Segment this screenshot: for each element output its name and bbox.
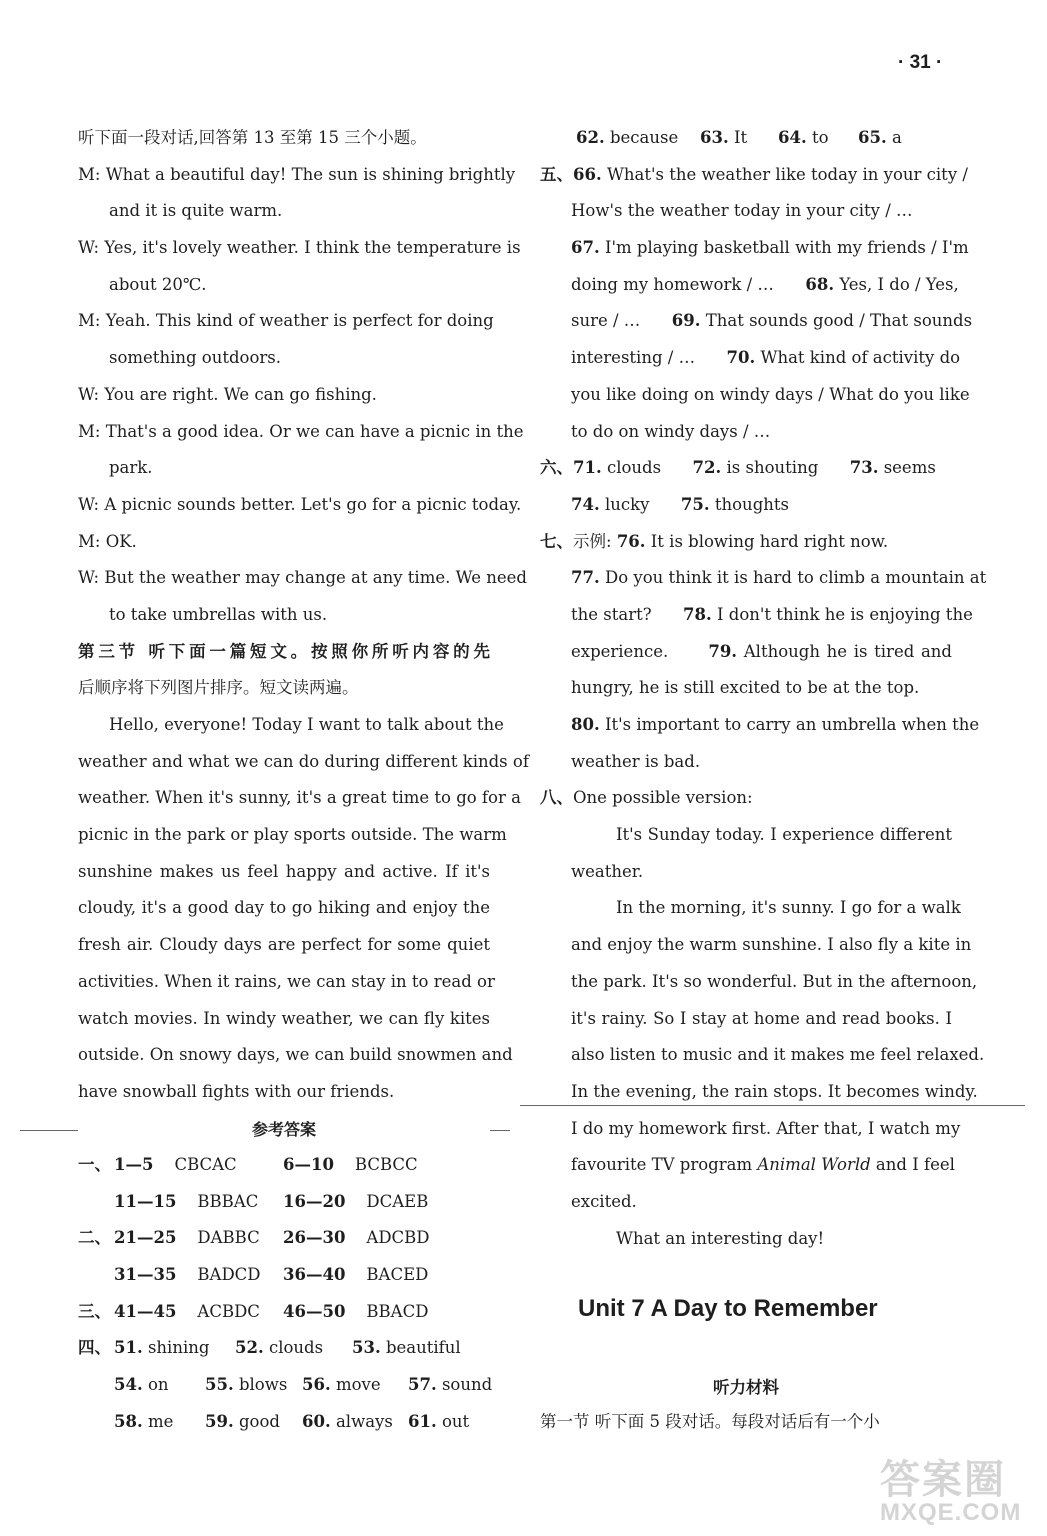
right-text-line: sure / … 69. That sounds good / That sounds — [571, 311, 973, 331]
left-text-line: W: A picnic sounds better. Let's go for a picnic today. — [78, 494, 522, 514]
answer-row-62 — [540, 120, 952, 157]
answer-number: 64. — [778, 128, 807, 147]
answer-value: always — [330, 1411, 393, 1431]
answer-value: BBACD — [345, 1301, 429, 1321]
answer-section-label: 三、 — [78, 1301, 111, 1321]
answer-item — [700, 120, 747, 157]
answer-row — [78, 1330, 490, 1367]
answer-number: 54. — [114, 1375, 143, 1395]
answer-number: 6—10 — [283, 1155, 334, 1174]
answer-item — [114, 1147, 237, 1184]
left-text-line: cloudy, it's a good day to go hiking and enjoy the — [78, 898, 490, 918]
answer-item — [235, 1330, 323, 1367]
answer-value: ADCBD — [345, 1228, 430, 1248]
answer-number: 46—50 — [283, 1301, 346, 1321]
answer-number: 62. — [576, 128, 605, 147]
answer-number: 59. — [205, 1411, 234, 1431]
answer-value: move — [330, 1375, 381, 1395]
answer-item — [576, 120, 678, 157]
left-text-line: picnic in the park or play sports outside. The warm — [78, 825, 507, 845]
left-text-line: W: But the weather may change at any time. We need — [78, 568, 527, 588]
answer-value: DABBC — [176, 1228, 260, 1248]
left-text-line: watch movies. In windy weather, we can fly kites — [78, 1008, 490, 1028]
answer-number: 51. — [114, 1338, 143, 1358]
answer-row — [78, 1220, 490, 1257]
right-text-line: 七、示例: 76. It is blowing hard right now. — [540, 531, 889, 551]
answer-item — [114, 1330, 209, 1367]
answer-value: beautiful — [380, 1338, 461, 1358]
answer-item — [205, 1404, 280, 1441]
right-column — [540, 120, 987, 1257]
answer-value: BADCD — [176, 1265, 261, 1285]
answer-number: 52. — [235, 1338, 264, 1358]
answer-item — [114, 1220, 260, 1257]
answer-value: blows — [233, 1375, 288, 1395]
answer-number: 11—15 — [114, 1191, 177, 1211]
answer-number: 65. — [858, 128, 887, 147]
answer-number: 53. — [352, 1338, 381, 1358]
left-text-line: M: OK. — [78, 531, 137, 551]
right-text-line: you like doing on windy days / What do you like — [571, 384, 970, 404]
right-text-line: weather is bad. — [571, 751, 701, 771]
right-text-line: 67. I'm playing basketball with my friends / I'm — [571, 238, 969, 258]
answer-number: 57. — [408, 1375, 437, 1395]
left-text-line: M: Yeah. This kind of weather is perfect for doing — [78, 311, 494, 331]
answer-item — [302, 1404, 393, 1441]
left-text-line: outside. On snowy days, we can build snowmen and — [78, 1045, 513, 1065]
unit-title: Unit 7 A Day to Remember — [578, 1295, 878, 1322]
answer-number: 63. — [700, 128, 729, 147]
answer-value: out — [436, 1411, 470, 1431]
answer-number: 55. — [205, 1375, 234, 1395]
answer-value: DCAEB — [345, 1191, 429, 1211]
left-column — [78, 120, 529, 1111]
answer-number: 26—30 — [283, 1228, 346, 1248]
answer-item — [283, 1220, 430, 1257]
right-text-line: 八、One possible version: — [540, 788, 753, 808]
answer-number: 1—5 — [114, 1155, 154, 1174]
right-text-line: I do my homework first. After that, I watch my — [571, 1118, 961, 1138]
answer-value: a — [886, 128, 902, 147]
right-text-line: interesting / … 70. What kind of activity do — [571, 348, 961, 368]
answer-item — [283, 1147, 418, 1184]
left-text-line: W: You are right. We can go fishing. — [78, 384, 377, 404]
right-text-line: 80. It's important to carry an umbrella when the — [571, 715, 980, 734]
essay-text: favourite TV program — [571, 1155, 758, 1175]
answer-section-label: 一、 — [78, 1155, 111, 1174]
answer-value: BACED — [345, 1265, 429, 1285]
answer-row — [78, 1294, 490, 1331]
answer-row — [78, 1404, 490, 1441]
watermark-logo — [880, 1448, 1040, 1534]
answer-number: 56. — [302, 1375, 331, 1395]
right-text-line: excited. — [571, 1191, 637, 1211]
left-text-line: park. — [109, 458, 153, 478]
listening-title: 听力材料 — [713, 1378, 779, 1397]
section-one-line: 第一节 听下面 5 段对话。每段对话后有一个小 — [540, 1412, 880, 1431]
right-text-line: In the morning, it's sunny. I go for a walk — [616, 898, 961, 918]
left-text-line: sunshine makes us feel happy and active. If it's — [78, 861, 490, 881]
answer-number: 21—25 — [114, 1228, 177, 1248]
answer-value: good — [233, 1411, 280, 1431]
answer-value: ACBDC — [176, 1301, 260, 1321]
left-text-line: 后顺序将下列图片排序。短文读两遍。 — [78, 678, 359, 698]
right-text-line: 五、66. What's the weather like today in your city / — [540, 164, 968, 184]
answer-row — [78, 1367, 493, 1404]
left-text-line: have snowball fights with our friends. — [78, 1081, 395, 1101]
left-text-line: about 20℃. — [109, 274, 207, 294]
answer-number: 58. — [114, 1411, 143, 1431]
answer-row — [78, 1257, 490, 1294]
left-text-line: to take umbrellas with us. — [109, 604, 328, 624]
answer-item — [283, 1184, 428, 1221]
right-text-line: How's the weather today in your city / … — [571, 201, 913, 221]
answer-item — [408, 1404, 469, 1441]
answer-value: to — [806, 128, 829, 147]
left-text-line: fresh air. Cloudy days are perfect for some quiet — [78, 935, 490, 955]
answer-item — [283, 1257, 428, 1294]
left-text-line: W: Yes, it's lovely weather. I think the temperature is — [78, 238, 521, 258]
program-title: Animal World — [757, 1155, 871, 1175]
left-text-line: and it is quite warm. — [109, 201, 283, 221]
answer-item — [408, 1367, 492, 1404]
answer-number: 36—40 — [283, 1265, 346, 1285]
answer-item — [114, 1294, 260, 1331]
answer-item — [302, 1367, 381, 1404]
answer-item — [283, 1294, 428, 1331]
left-text-line: M: That's a good idea. Or we can have a picnic in the — [78, 421, 524, 441]
right-text-line: the park. It's so wonderful. But in the afternoon, — [571, 971, 978, 991]
answer-section-label: 二、 — [78, 1228, 111, 1248]
right-text-line: What an interesting day! — [616, 1228, 825, 1248]
answer-number: 60. — [302, 1411, 331, 1431]
left-text-line: 第三节 听下面一篇短文。按照你所听内容的先 — [78, 641, 490, 661]
answer-item — [114, 1367, 169, 1404]
right-text-line: and enjoy the warm sunshine. I also fly a kite in — [571, 935, 972, 955]
right-text-line: it's rainy. So I stay at home and read books. I — [571, 1008, 952, 1028]
answer-value: shining — [142, 1338, 210, 1358]
answer-item — [778, 120, 829, 157]
answer-value: sound — [436, 1375, 493, 1395]
watermark-big: 答案圈 — [880, 1458, 1006, 1502]
answer-value: clouds — [263, 1338, 324, 1358]
page-number: · 31 · — [898, 52, 943, 73]
right-text-line: weather. — [571, 861, 644, 881]
answer-item — [114, 1257, 261, 1294]
answer-section-label: 四、 — [78, 1338, 111, 1358]
left-text-line: M: What a beautiful day! The sun is shining brightly — [78, 164, 516, 184]
essay-line-favourite — [540, 1147, 955, 1184]
answer-number: 31—35 — [114, 1265, 177, 1285]
answer-row — [78, 1184, 490, 1221]
answer-value: It — [728, 128, 748, 147]
left-text-line: activities. When it rains, we can stay in to read or — [78, 971, 495, 991]
answers-title: 参考答案 — [78, 1115, 490, 1145]
answer-item — [352, 1330, 461, 1367]
answer-number: 61. — [408, 1411, 437, 1431]
left-text-line: something outdoors. — [109, 348, 282, 368]
answer-item — [858, 120, 902, 157]
right-text-line: In the evening, the rain stops. It becomes windy. — [571, 1081, 978, 1101]
answer-item — [205, 1367, 287, 1404]
answer-row — [78, 1147, 490, 1184]
answers-block — [78, 1147, 493, 1441]
answer-value: BCBCC — [333, 1155, 418, 1174]
right-text-line: doing my homework / … 68. Yes, I do / Yes, — [571, 274, 959, 294]
left-text-line: 听下面一段对话,回答第 13 至第 15 三个小题。 — [78, 128, 427, 147]
answer-value: BBBAC — [176, 1191, 259, 1211]
right-text-line: 六、71. clouds 72. is shouting 73. seems — [540, 458, 936, 478]
right-text-line: the start? 78. I don't think he is enjoying the — [571, 604, 973, 624]
answer-item — [114, 1184, 258, 1221]
right-text-line: to do on windy days / … — [571, 421, 771, 441]
answer-number: 41—45 — [114, 1301, 177, 1321]
right-text-line: experience. 79. Although he is tired and — [571, 641, 952, 661]
watermark-small: MXQE.COM — [880, 1499, 1022, 1526]
essay-text: and I feel — [870, 1155, 955, 1175]
left-text-line: weather and what we can do during different kinds of — [78, 751, 529, 771]
right-text-line: hungry, he is still excited to be at the top. — [571, 678, 920, 698]
answer-number: 16—20 — [283, 1191, 346, 1211]
right-text-line: 77. Do you think it is hard to climb a mountain at — [571, 568, 987, 588]
left-text-line: Hello, everyone! Today I want to talk about the — [109, 715, 504, 734]
answer-value: CBCAC — [153, 1155, 237, 1174]
answer-value: on — [142, 1375, 169, 1395]
right-text-line: also listen to music and it makes me feel relaxed. — [571, 1045, 985, 1065]
left-text-line: weather. When it's sunny, it's a great time to go for a — [78, 788, 521, 808]
answer-value: me — [142, 1411, 174, 1431]
answer-value: because — [604, 128, 679, 147]
right-text-line: 74. lucky 75. thoughts — [571, 494, 789, 514]
right-text-line: It's Sunday today. I experience different — [616, 825, 952, 845]
answer-item — [114, 1404, 173, 1441]
